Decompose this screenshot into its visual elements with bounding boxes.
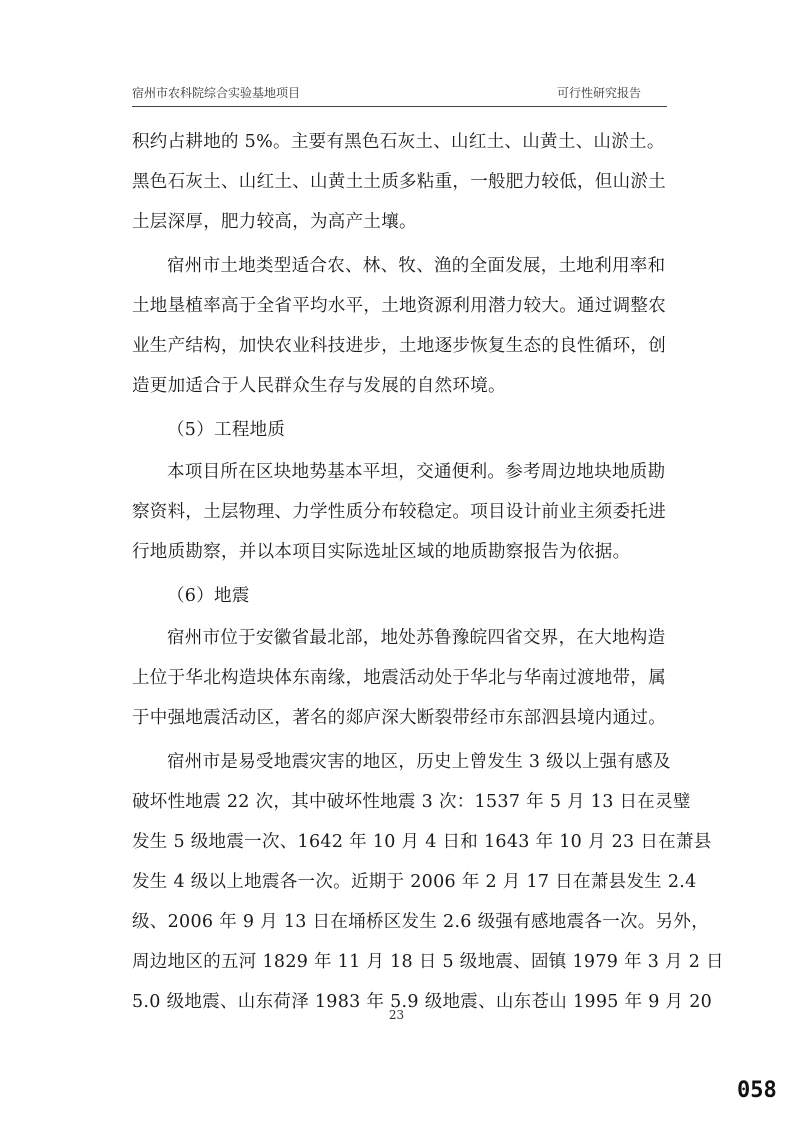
body-line: 察资料，土层物理、力学性质分布较稳定。项目设计前业主须委托进 — [132, 502, 666, 522]
body-line: 本项目所在区块地势基本平坦，交通便利。参考周边地块地质勘 — [167, 462, 666, 482]
body-line: 业生产结构，加快农业科技进步，土地逐步恢复生态的良性循环，创 — [132, 336, 666, 356]
header-project-title: 宿州市农科院综合实验基地项目 — [132, 86, 301, 100]
body-line: 上位于华北构造块体东南缘，地震活动处于华北与华南过渡地带，属 — [132, 668, 666, 688]
body-line: 土层深厚，肥力较高，为高产土壤。 — [132, 212, 417, 232]
body-line: 土地垦植率高于全省平均水平，土地资源利用潜力较大。通过调整农 — [132, 296, 666, 316]
body-line: 于中强地震活动区，著名的郯庐深大断裂带经市东部泗县境内通过。 — [132, 708, 666, 728]
body-line: 积约占耕地的 5%。主要有黑色石灰土、山红土、山黄土、山淤土。 — [132, 132, 665, 152]
section-heading-engineering-geology: （5）工程地质 — [167, 420, 286, 440]
body-line: 发生 5 级地震一次、1642 年 10 月 4 日和 1643 年 10 月 23 日在萧县 — [132, 832, 712, 852]
body-line: 周边地区的五河 1829 年 11 月 18 日 5 级地震、固镇 1979 年 3 月 2 日 — [132, 952, 724, 972]
header-divider — [132, 106, 667, 107]
body-line: 发生 4 级以上地震各一次。近期于 2006 年 2 月 17 日在萧县发生 2.4 — [132, 872, 697, 892]
body-line: 破坏性地震 22 次，其中破坏性地震 3 次：1537 年 5 月 13 日在灵璧 — [132, 792, 691, 812]
stamp-number: 058 — [737, 1078, 777, 1103]
section-heading-earthquake: （6）地震 — [167, 586, 250, 606]
header-report-type: 可行性研究报告 — [556, 86, 641, 100]
body-line: 宿州市位于安徽省最北部，地处苏鲁豫皖四省交界，在大地构造 — [167, 628, 666, 648]
body-line: 黑色石灰土、山红土、山黄土土质多粘重，一般肥力较低，但山淤土 — [132, 172, 666, 192]
body-line: 宿州市土地类型适合农、林、牧、渔的全面发展，土地利用率和 — [167, 256, 666, 276]
body-line: 造更加适合于人民群众生存与发展的自然环境。 — [132, 376, 506, 396]
page-number: 23 — [388, 1008, 405, 1022]
body-line: 5.0 级地震、山东荷泽 1983 年 5.9 级地震、山东苍山 1995 年 9 月 20 — [132, 992, 713, 1012]
page-header — [132, 84, 667, 106]
body-line: 级、2006 年 9 月 13 日在埇桥区发生 2.6 级强有感地震各一次。另外， — [132, 912, 710, 932]
body-line: 行地质勘察，并以本项目实际选址区域的地质勘察报告为依据。 — [132, 542, 631, 562]
body-line: 宿州市是易受地震灾害的地区，历史上曾发生 3 级以上强有感及 — [167, 752, 671, 772]
